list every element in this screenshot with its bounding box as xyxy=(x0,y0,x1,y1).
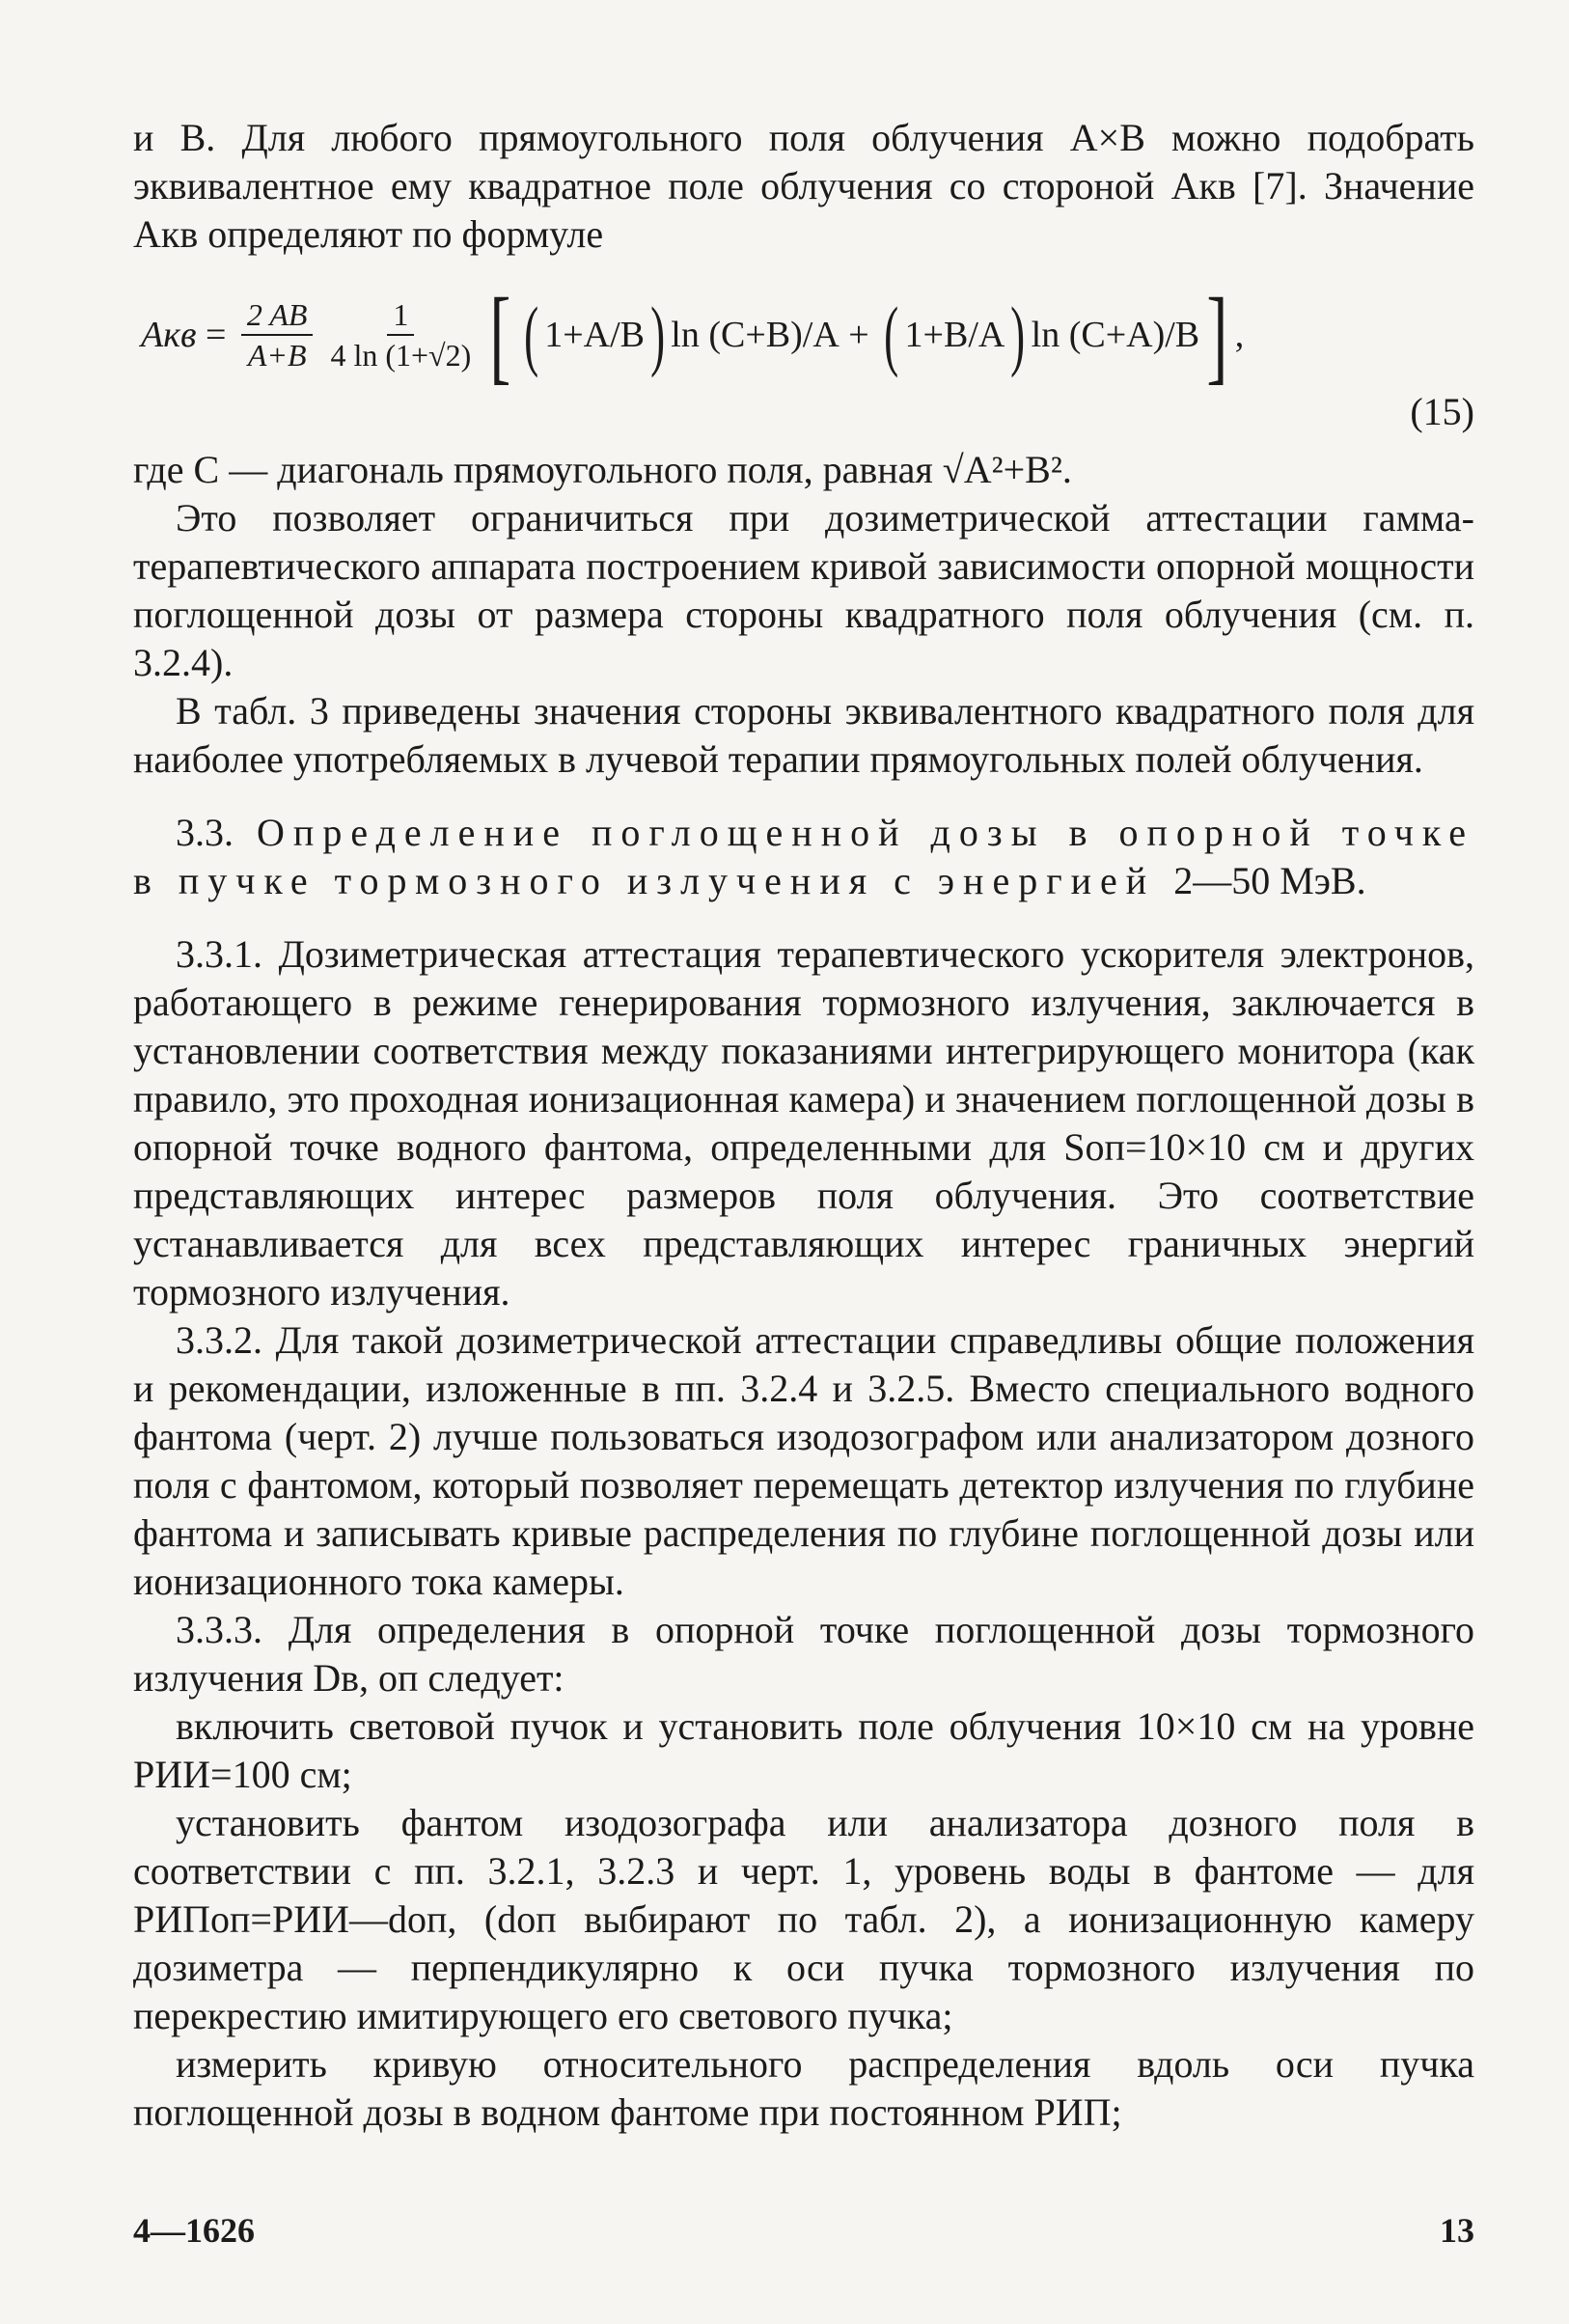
section-heading xyxy=(133,809,1474,905)
intro-paragraph: и B. Для любого прямоугольного поля облучения A×B можно подобрать эквивалентное ему квадратное поле облучения со стороной Aкв [7]. Значение Aкв определяют по формуле xyxy=(133,116,1474,256)
section-number: 3.3. xyxy=(176,811,234,854)
log-term-2: ln (C+A)/B xyxy=(1031,315,1200,355)
formula-lhs: Aкв xyxy=(141,315,197,355)
formula-fraction-1 xyxy=(241,295,314,374)
section-title: Определение поглощенной дозы в опорной точке в пучке тормозного излучения с энергией xyxy=(133,811,1475,902)
page-body xyxy=(133,114,1474,2137)
right-bracket: ] xyxy=(1206,276,1228,394)
page-footer xyxy=(133,2210,1474,2251)
term-1: 1+A/B xyxy=(544,315,645,355)
paragraph-3-3-1: 3.3.1. Дозиметрическая аттестация терапевтического ускорителя электронов, работающего в режиме генерирования тормозного излучения, заключается в установлении соответствия между показаниями интегрирующего монитора (как правило, это проходная ионизационная камера) и значением поглощенной дозы в опорной точке водного фантома, определенными для Sоп=10×10 см и других представляющих интерес размеров поля облучения. Это соответствие устанавливается для всех представляющих интерес граничных энергий тормозного излучения. xyxy=(133,932,1474,1314)
term-2: 1+B/A xyxy=(904,315,1005,355)
fraction-2-denominator: 4 ln (1+√2) xyxy=(330,338,472,373)
spacer xyxy=(133,784,1474,809)
left-paren-1: ( xyxy=(524,290,539,378)
equation-number: (15) xyxy=(1410,390,1474,433)
formula-equals: = xyxy=(196,315,235,355)
page-number: 13 xyxy=(1440,2211,1474,2250)
right-paren-1: ) xyxy=(650,290,666,378)
diagonal-definition: где C — диагональ прямоугольного поля, равная √A²+B². xyxy=(133,448,1072,491)
footer-order-number: 4—1626 xyxy=(133,2211,255,2250)
left-paren-2: ( xyxy=(884,290,899,378)
paragraph-3-3-2: 3.3.2. Для такой дозиметрической аттестации справедливы общие положения и рекомендации, изложенные в пп. 3.2.4 и 3.2.5. Вместо специального водного фантома (черт. 2) лучше пользоваться изодозографом или анализатором дозного поля с фантомом, который позволяет перемещать детектор излучения по глубине фантома и записывать кривые распределения по глубине поглощенной дозы или ионизационного тока камеры. xyxy=(133,1318,1474,1603)
step-phantom: установить фантом изодозографа или анализатора дозного поля в соответствии с пп. 3.2.1, 3.2.3 и черт. 1, уровень воды в фантоме — для РИПоп=РИИ—dоп, (dоп выбирают по табл. 2), а ионизационную камеру дозиметра — перпендикулярно к оси пучка тормозного излучения по перекрестию имитирующего его светового пучка; xyxy=(133,1801,1474,2037)
spacer xyxy=(133,905,1474,930)
formula-comma: , xyxy=(1234,315,1245,355)
paragraph-table-3: В табл. 3 приведены значения стороны эквивалентного квадратного поля для наиболее употребляемых в лучевой терапии прямоугольных полей облучения. xyxy=(133,689,1474,781)
left-bracket: [ xyxy=(489,276,511,394)
paragraph-gamma: Это позволяет ограничиться при дозиметрической аттестации гамма-терапевтического аппарата построением кривой зависимости опорной мощности поглощенной дозы от размера стороны квадратного поля облучения (см. п. 3.2.4). xyxy=(133,496,1474,684)
formula-fraction-2 xyxy=(324,295,477,374)
right-paren-2: ) xyxy=(1010,290,1026,378)
step-measure-curve: измерить кривую относительного распределения вдоль оси пучка поглощенной дозы в водном фантоме при постоянном РИП; xyxy=(133,2042,1474,2134)
fraction-1-denominator: A+B xyxy=(247,338,307,373)
log-term-1: ln (C+B)/A xyxy=(671,315,840,355)
formula-15 xyxy=(133,263,1474,407)
step-light-beam: включить световой пучок и установить поле облучения 10×10 см на уровне РИИ=100 см; xyxy=(133,1704,1474,1796)
fraction-2-numerator: 1 xyxy=(387,295,414,336)
formula-plus: + xyxy=(839,315,879,355)
paragraph-3-3-3: 3.3.3. Для определения в опорной точке поглощенной дозы тормозного излучения Dв, оп следует: xyxy=(133,1608,1474,1700)
fraction-1-numerator: 2 AB xyxy=(241,295,314,336)
section-title-tail: 2—50 МэВ. xyxy=(1173,859,1366,902)
